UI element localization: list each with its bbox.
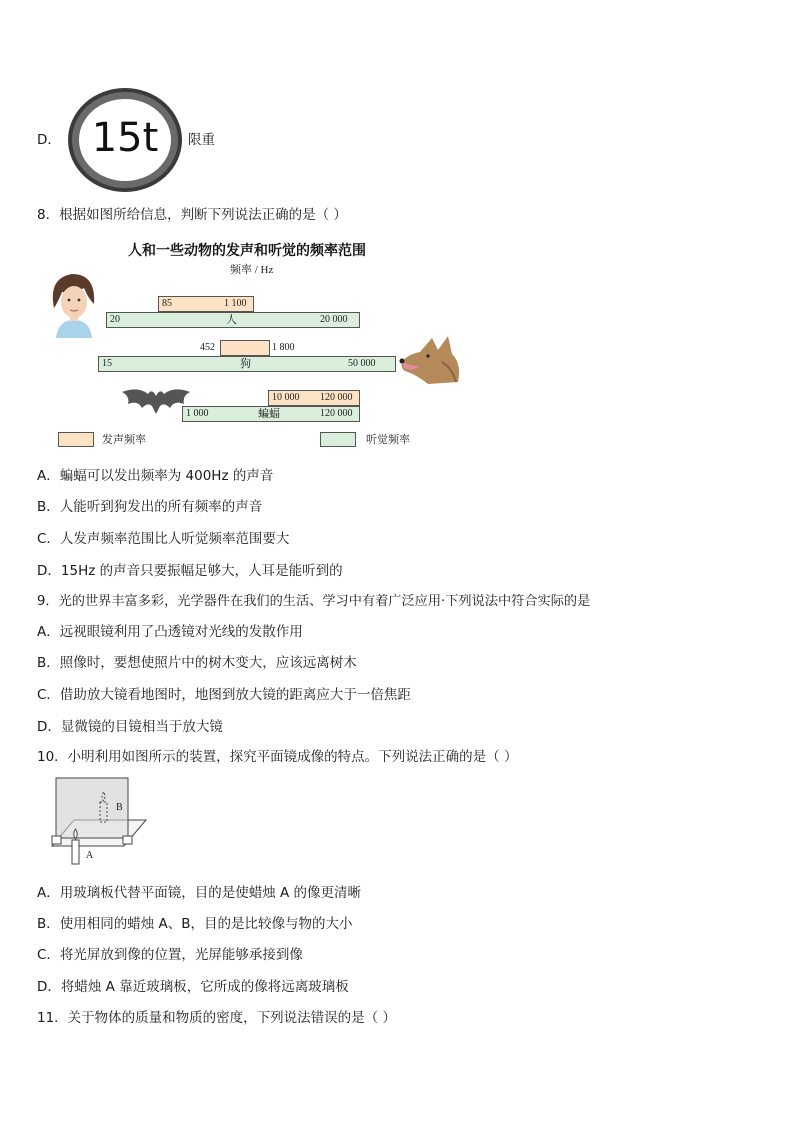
bat-hear-low: 1 000 <box>186 408 209 419</box>
human-emit-low: 85 <box>162 298 172 309</box>
bat-emit-low: 10 000 <box>272 392 300 403</box>
dog-name: 狗 <box>240 358 251 370</box>
q10-option-a: A．用玻璃板代替平面镜，目的是使蜡烛 A 的像更清晰 <box>37 885 362 901</box>
sign-caption: 限重 <box>188 132 215 148</box>
q11-stem: 11．关于物体的质量和物质的密度，下列说法错误的是（ ） <box>37 1010 396 1026</box>
human-hear-high: 20 000 <box>320 314 348 325</box>
q10-option-d: D．将蜡烛 A 靠近玻璃板，它所成的像将远离玻璃板 <box>37 979 349 995</box>
dog-hear-high: 50 000 <box>348 358 376 369</box>
candle-b-label: B <box>116 802 123 813</box>
weight-limit-text: 15t <box>91 115 159 161</box>
bat-emit-high: 120 000 <box>320 392 353 403</box>
figure-title: 人和一些动物的发声和听觉的频率范围 <box>128 243 366 259</box>
woman-icon <box>44 268 104 338</box>
dog-icon <box>398 332 464 386</box>
q9-option-a: A．远视眼镜利用了凸透镜对光线的发散作用 <box>37 624 303 640</box>
q8-stem: 8．根据如图所给信息，判断下列说法正确的是（ ） <box>37 207 347 223</box>
dog-emit-high: 1 800 <box>272 342 295 353</box>
q8-option-a: A．蝙蝠可以发出频率为 400Hz 的声音 <box>37 468 274 484</box>
plane-mirror-diagram <box>48 776 152 872</box>
q9-stem: 9．光的世界丰富多彩，光学器件在我们的生活、学习中有着广泛应用·下列说法中符合实际的是 <box>37 594 591 609</box>
legend-emit-swatch <box>58 432 94 447</box>
frequency-range-figure <box>40 236 480 452</box>
figure-unit: 频率 / Hz <box>230 264 274 276</box>
q10-option-c: C．将光屏放到像的位置，光屏能够承接到像 <box>37 947 303 963</box>
legend-emit-label: 发声频率 <box>102 434 146 446</box>
q10-option-b: B．使用相同的蜡烛 A、B，目的是比较像与物的大小 <box>37 916 353 932</box>
human-hear-low: 20 <box>110 314 120 325</box>
legend-hear-swatch <box>320 432 356 447</box>
bat-name: 蝙蝠 <box>258 408 280 420</box>
q8-option-b: B．人能听到狗发出的所有频率的声音 <box>37 499 263 515</box>
q8-option-d: D．15Hz 的声音只要振幅足够大，人耳是能听到的 <box>37 563 343 579</box>
weight-limit-sign <box>66 86 184 194</box>
q9-option-b: B．照像时，要想使照片中的树木变大，应该远离树木 <box>37 655 357 671</box>
q9-option-d: D．显微镜的目镜相当于放大镜 <box>37 719 223 735</box>
option-d-letter: D． <box>37 132 61 148</box>
q8-option-c: C．人发声频率范围比人听觉频率范围要大 <box>37 531 290 547</box>
dog-emit-low: 452 <box>200 342 215 353</box>
q10-stem: 10．小明利用如图所示的装置，探究平面镜成像的特点。下列说法正确的是（ ） <box>37 749 518 765</box>
human-name: 人 <box>226 314 237 326</box>
q9-option-c: C．借助放大镜看地图时，地图到放大镜的距离应大于一倍焦距 <box>37 687 411 703</box>
bat-hear-high: 120 000 <box>320 408 353 419</box>
dog-hear-low: 15 <box>102 358 112 369</box>
plane-mirror-apparatus <box>48 776 152 872</box>
human-emit-high: 1 100 <box>224 298 247 309</box>
legend-hear-label: 听觉频率 <box>366 434 410 446</box>
candle-a-label: A <box>86 850 94 861</box>
dog-emit-bar <box>220 340 270 356</box>
